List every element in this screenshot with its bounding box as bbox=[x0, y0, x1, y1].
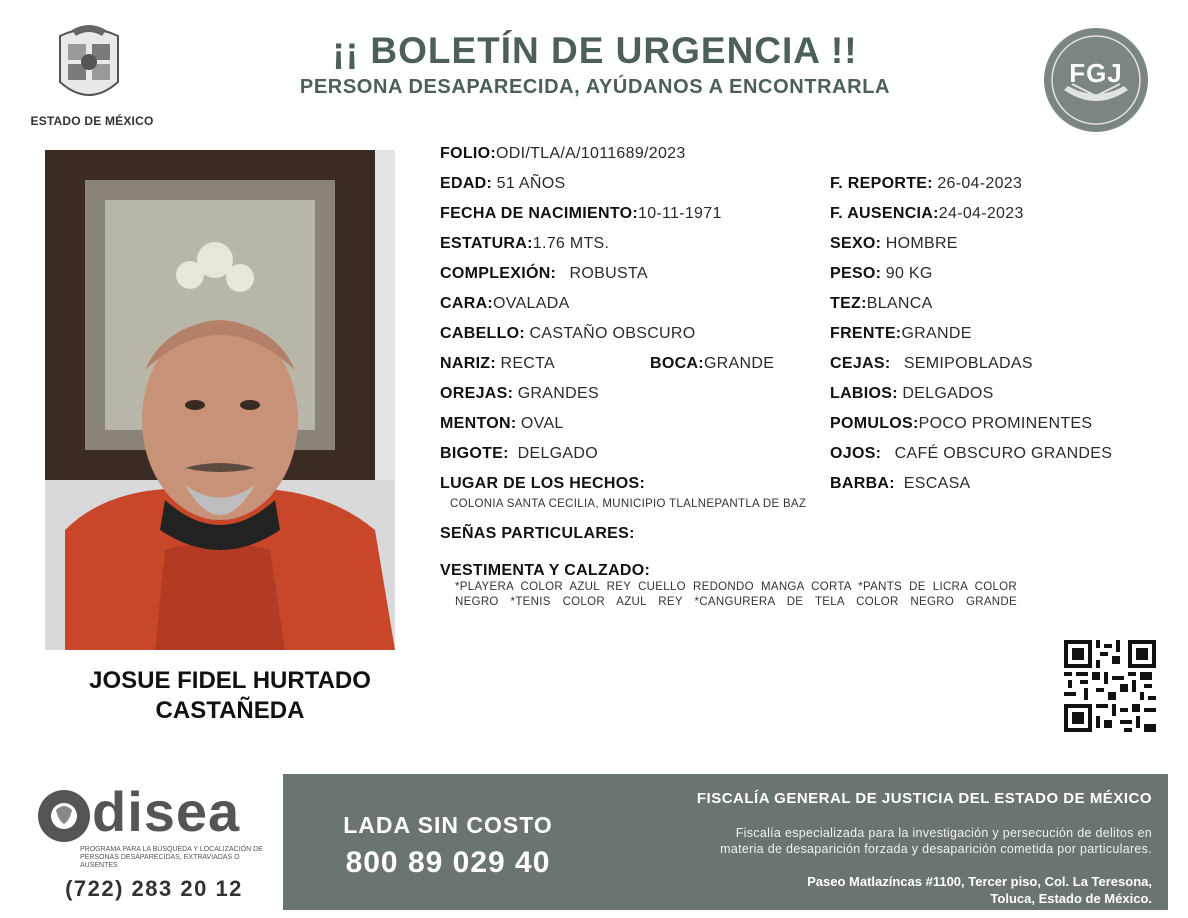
peso-value: 90 KG bbox=[885, 265, 933, 282]
person-name bbox=[40, 666, 420, 726]
bigote-value: DELGADO bbox=[517, 445, 598, 462]
fgj-address-line1: Paseo Matlazíncas #1100, Tercer piso, Col. La Teresona, bbox=[807, 874, 1152, 889]
ojos-value: CAFÉ OBSCURO GRANDES bbox=[894, 445, 1113, 462]
complexion-value: ROBUSTA bbox=[569, 265, 648, 282]
cejas-value: SEMIPOBLADAS bbox=[903, 355, 1033, 372]
pomulos-label: POMULOS: bbox=[830, 415, 919, 432]
qr-code-icon[interactable] bbox=[1064, 640, 1156, 732]
odisea-program-text: PROGRAMA PARA LA BÚSQUEDA Y LOCALIZACIÓN DE PERSONAS DESAPARECIDAS, EXTRAVIADAS O AUSENTES bbox=[80, 846, 263, 869]
orejas-label: OREJAS: bbox=[440, 385, 514, 402]
fgj-address-line2: Toluca, Estado de México. bbox=[990, 891, 1152, 906]
field-tez bbox=[830, 295, 933, 313]
fgj-name: FISCALÍA GENERAL DE JUSTICIA DEL ESTADO DE MÉXICO bbox=[696, 790, 1152, 807]
cabello-label: CABELLO: bbox=[440, 325, 526, 342]
folio-value: ODI/TLA/A/1011689/2023 bbox=[496, 145, 686, 162]
lugar-value: COLONIA SANTA CECILIA, MUNICIPIO TLALNEPANTLA DE BAZ bbox=[450, 498, 807, 510]
state-label: ESTADO DE MÉXICO bbox=[30, 114, 154, 128]
field-peso bbox=[830, 265, 933, 283]
nacimiento-value: 10-11-1971 bbox=[638, 205, 722, 222]
field-menton bbox=[440, 415, 564, 433]
field-frente bbox=[830, 325, 972, 343]
cejas-label: CEJAS: bbox=[830, 355, 891, 372]
ausencia-value: 24-04-2023 bbox=[938, 205, 1024, 222]
lugar-label: LUGAR DE LOS HECHOS: bbox=[440, 475, 646, 492]
estatura-label: ESTATURA: bbox=[440, 235, 533, 252]
field-vestimenta bbox=[440, 562, 650, 580]
field-cabello bbox=[440, 325, 696, 343]
field-nariz bbox=[440, 355, 555, 373]
field-barba bbox=[830, 475, 971, 493]
field-reporte bbox=[830, 175, 1022, 193]
vestimenta-value: *PLAYERA COLOR AZUL REY CUELLO REDONDO MANGA CORTA *PANTS DE LICRA COLOR NEGRO *TENIS COLOR AZUL REY *CANGURERA DE TELA COLOR NEGRO GRANDE bbox=[455, 581, 1017, 608]
field-bigote bbox=[440, 445, 598, 463]
person-name-line1: JOSUE FIDEL HURTADO bbox=[89, 667, 371, 694]
estado-de-mexico-coat-of-arms-icon bbox=[52, 22, 126, 108]
odisea-phone[interactable]: (722) 283 20 12 bbox=[65, 876, 243, 901]
lada-phone-number[interactable]: 800 89 029 40 bbox=[345, 846, 551, 879]
field-sexo bbox=[830, 235, 958, 253]
bulletin-title: ¡¡ BOLETÍN DE URGENCIA !! bbox=[332, 30, 858, 71]
nariz-value: RECTA bbox=[500, 355, 556, 372]
barba-value: ESCASA bbox=[903, 475, 971, 492]
field-orejas bbox=[440, 385, 599, 403]
person-name-line2: CASTAÑEDA bbox=[155, 697, 305, 724]
ausencia-label: F. AUSENCIA: bbox=[830, 205, 939, 222]
field-edad bbox=[440, 175, 565, 193]
field-senas bbox=[440, 525, 635, 543]
cara-value: OVALADA bbox=[493, 295, 570, 312]
sexo-value: HOMBRE bbox=[885, 235, 958, 252]
lada-label: LADA SIN COSTO bbox=[343, 812, 553, 838]
cara-label: CARA: bbox=[440, 295, 494, 312]
missing-person-photo bbox=[45, 150, 395, 650]
field-estatura bbox=[440, 235, 609, 253]
field-labios bbox=[830, 385, 994, 403]
fgj-description-line2: materia de desaparición forzada y desaparición cometida por particulares. bbox=[720, 842, 1152, 856]
field-lugar-label bbox=[440, 475, 645, 493]
reporte-label: F. REPORTE: bbox=[830, 175, 933, 192]
nariz-label: NARIZ: bbox=[440, 355, 497, 372]
field-boca bbox=[650, 355, 774, 373]
sexo-label: SEXO: bbox=[830, 235, 882, 252]
field-folio bbox=[440, 145, 686, 163]
bigote-label: BIGOTE: bbox=[440, 445, 509, 462]
nacimiento-label: FECHA DE NACIMIENTO: bbox=[440, 205, 638, 222]
field-nacimiento bbox=[440, 205, 722, 223]
field-cejas bbox=[830, 355, 1033, 373]
fgj-description bbox=[600, 825, 1152, 857]
frente-label: FRENTE: bbox=[830, 325, 902, 342]
fgj-seal-icon bbox=[1042, 26, 1150, 134]
reporte-value: 26-04-2023 bbox=[937, 175, 1023, 192]
odisea-brand: disea bbox=[92, 780, 241, 843]
edad-label: EDAD: bbox=[440, 175, 493, 192]
senas-label: SEÑAS PARTICULARES: bbox=[440, 525, 635, 542]
field-cara bbox=[440, 295, 570, 313]
fgj-seal-label: FGJ bbox=[1069, 58, 1123, 88]
ojos-label: OJOS: bbox=[830, 445, 882, 462]
labios-label: LABIOS: bbox=[830, 385, 898, 402]
field-complexion bbox=[440, 265, 648, 283]
menton-value: OVAL bbox=[520, 415, 564, 432]
fgj-description-line1: Fiscalía especializada para la investigación y persecución de delitos en bbox=[735, 826, 1152, 840]
boca-label: BOCA: bbox=[650, 355, 704, 372]
fgj-address bbox=[600, 873, 1152, 907]
edad-value: 51 AÑOS bbox=[496, 175, 566, 192]
field-pomulos bbox=[830, 415, 1092, 433]
estatura-value: 1.76 MTS. bbox=[532, 235, 610, 252]
frente-value: GRANDE bbox=[901, 325, 972, 342]
field-ojos bbox=[830, 445, 1112, 463]
field-ausencia bbox=[830, 205, 1024, 223]
bulletin-subtitle: PERSONA DESAPARECIDA, AYÚDANOS A ENCONTRARLA bbox=[299, 76, 891, 98]
barba-label: BARBA: bbox=[830, 475, 895, 492]
pomulos-value: POCO PROMINENTES bbox=[918, 415, 1093, 432]
cabello-value: CASTAÑO OBSCURO bbox=[529, 325, 696, 342]
complexion-label: COMPLEXIÓN: bbox=[440, 265, 557, 282]
vestimenta-label: VESTIMENTA Y CALZADO: bbox=[440, 562, 651, 579]
boca-value: GRANDE bbox=[703, 355, 775, 372]
menton-label: MENTON: bbox=[440, 415, 517, 432]
orejas-value: GRANDES bbox=[517, 385, 599, 402]
folio-label: FOLIO: bbox=[440, 145, 497, 162]
tez-value: BLANCA bbox=[866, 295, 933, 312]
tez-label: TEZ: bbox=[830, 295, 867, 312]
peso-label: PESO: bbox=[830, 265, 882, 282]
labios-value: DELGADOS bbox=[902, 385, 994, 402]
